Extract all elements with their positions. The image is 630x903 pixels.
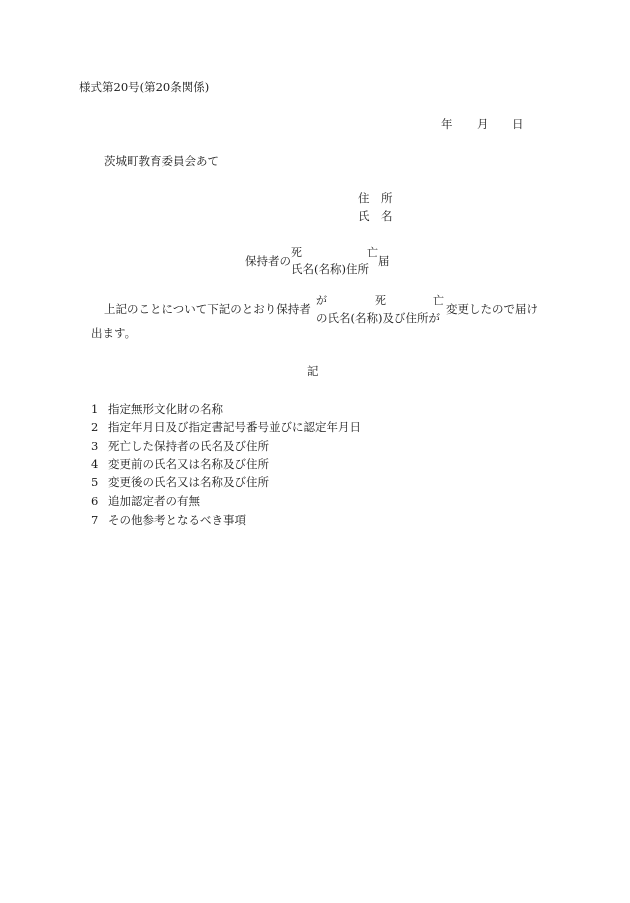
name-label: 氏 名	[358, 209, 393, 223]
item-text: 指定無形文化財の名称	[108, 402, 223, 416]
body-upper-shi: 死	[375, 294, 386, 307]
item-text: 死亡した保持者の氏名及び住所	[108, 439, 269, 453]
address-label: 住 所	[358, 191, 393, 205]
body-line1-prefix: 上記のことについて下記のとおり保持者	[104, 302, 311, 316]
item-text: 追加認定者の有無	[108, 494, 200, 508]
item-number: 6	[91, 494, 99, 508]
date-month: 月	[477, 117, 489, 131]
form-title: 様式第20号(第20条関係)	[79, 80, 210, 94]
item-text: 指定年月日及び指定書記号番号並びに認定年月日	[108, 420, 361, 434]
item-number: 4	[91, 457, 99, 471]
item-number: 1	[91, 402, 99, 416]
item-text: その他参考となるべき事項	[108, 513, 246, 527]
item-number: 5	[91, 475, 99, 489]
ki-heading: 記	[307, 364, 319, 378]
heading-upper-right: 亡	[367, 246, 378, 259]
body-line1-suffix: 変更したので届け	[446, 302, 538, 316]
body-upper-bou: 亡	[433, 294, 444, 307]
date-day: 日	[512, 117, 524, 131]
item-number: 7	[91, 513, 99, 527]
body-upper-ga: が	[316, 294, 327, 307]
heading-prefix: 保持者の	[245, 254, 291, 268]
item-text: 変更前の氏名又は名称及び住所	[108, 457, 269, 471]
body-lower: の氏名(名称)及び住所が	[316, 311, 440, 325]
date-year: 年	[441, 117, 453, 131]
body-line2: 出ます。	[91, 326, 137, 340]
item-text: 変更後の氏名又は名称及び住所	[108, 475, 269, 489]
item-number: 2	[91, 420, 99, 434]
heading-suffix: 届	[378, 254, 390, 268]
addressee: 茨城町教育委員会あて	[104, 154, 219, 168]
heading-lower: 氏名(名称)住所	[291, 262, 369, 276]
heading-upper-left: 死	[291, 246, 302, 259]
item-number: 3	[91, 439, 99, 453]
